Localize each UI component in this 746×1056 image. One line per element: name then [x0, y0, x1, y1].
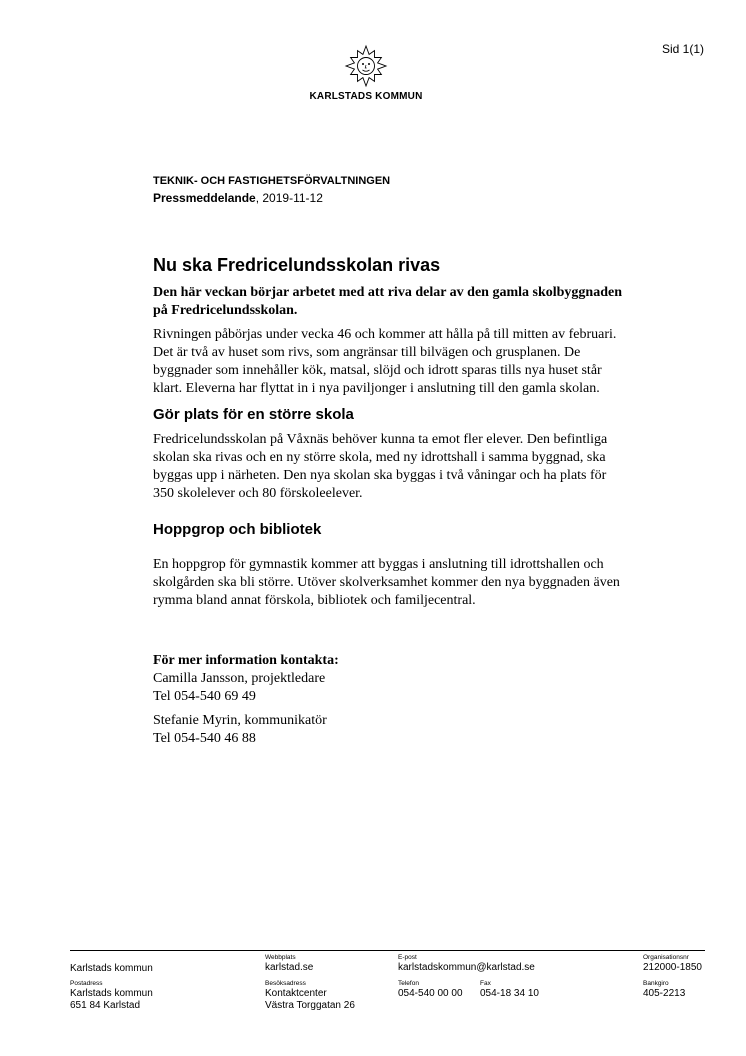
karlstad-sun-logo-icon	[344, 44, 388, 88]
article-body-1: Rivningen påbörjas under vecka 46 och kommer att hålla på till mitten av februari. Det är två av huset som rivs, som angränsar till bilvägen och grusplanen. De byggnader som innehåller kök, matsal, slöjd och idrott sparas tills nya huset står klart. Eleverna har flyttat in i nya paviljonger i anslutning till den gamla skolan.	[153, 327, 617, 396]
footer-phone-value: 054-540 00 00	[398, 988, 463, 999]
footer-phone-label: Telefon	[398, 980, 419, 987]
logo-text: KARLSTADS KOMMUN	[309, 91, 423, 102]
article-body-2: Fredricelundsskolan på Våxnäs behöver kunna ta emot fler elever. Den befintliga skolan ska rivas och en ny större skola, med ny idrottshall i samma byggnad, ska byggas upp i närheten. Den nya skolan ska byggas i två våningar och ha plats för 350 skolelever och 80 förskoleelever.	[153, 432, 608, 501]
contacts	[153, 652, 623, 748]
contact-2-phone: Tel 054-540 46 88	[153, 731, 256, 746]
footer-visit-line-1: Kontaktcenter	[265, 988, 327, 999]
footer-fax-value: 054-18 34 10	[480, 988, 539, 999]
contact-1-phone: Tel 054-540 69 49	[153, 689, 256, 704]
footer-email	[398, 954, 535, 974]
doc-type: Pressmeddelande	[153, 191, 256, 205]
footer-visit-label: Besöksadress	[265, 980, 306, 987]
department: TEKNIK- OCH FASTIGHETSFÖRVALTNINGEN	[153, 175, 391, 187]
page-number: Sid 1(1)	[661, 42, 704, 56]
footer-postal-line-2: 651 84 Karlstad	[70, 1000, 141, 1011]
footer-website	[265, 954, 313, 974]
footer-bankgiro-value: 405-2213	[643, 988, 686, 999]
footer-email-value: karlstadskommun@karlstad.se	[398, 962, 535, 973]
footer-email-label: E-post	[398, 954, 417, 961]
footer-postal-line-1: Karlstads kommun	[70, 988, 153, 999]
footer-orgnr-label: Organisationsnr	[643, 954, 689, 961]
article-body-3: En hoppgrop för gymnastik kommer att byggas i anslutning till idrottshallen och skolgården ska bli större. Utöver skolverksamhet kommer den nya byggnaden även rymma bland annat förskola, bibliotek och familjecentral.	[153, 557, 620, 608]
footer-name-value: Karlstads kommun	[70, 963, 153, 974]
footer-postal-label: Postadress	[70, 980, 103, 987]
footer-postal	[70, 980, 153, 1012]
footer-name	[70, 963, 153, 975]
contact-2-name: Stefanie Myrin, kommunikatör	[153, 713, 327, 728]
article-lead: Den här veckan börjar arbetet med att riva delar av den gamla skolbyggnaden på Fredricelundsskolan.	[153, 285, 622, 318]
footer-website-value: karlstad.se	[265, 962, 314, 973]
contacts-heading: För mer information kontakta:	[153, 653, 339, 668]
footer-bankgiro	[643, 980, 685, 1000]
footer-orgnr-value: 212000-1850	[643, 962, 702, 973]
footer-visit	[265, 980, 355, 1012]
article-title: Nu ska Fredricelundsskolan rivas	[153, 255, 441, 275]
article	[153, 255, 623, 748]
footer-divider	[70, 950, 705, 951]
footer-fax	[480, 980, 539, 1000]
logo	[300, 44, 432, 102]
footer-orgnr	[643, 954, 702, 974]
footer-fax-label: Fax	[480, 980, 491, 987]
footer-phone	[398, 980, 463, 1000]
press-line	[153, 191, 323, 205]
section-heading-1: Gör plats för en större skola	[153, 406, 354, 423]
footer-website-label: Webbplats	[265, 954, 296, 961]
footer-bankgiro-label: Bankgiro	[643, 980, 669, 987]
contact-1-name: Camilla Jansson, projektledare	[153, 671, 326, 686]
doc-date: , 2019-11-12	[255, 191, 323, 205]
footer-visit-line-2: Västra Torggatan 26	[265, 1000, 355, 1011]
section-heading-2: Hoppgrop och bibliotek	[153, 521, 322, 538]
